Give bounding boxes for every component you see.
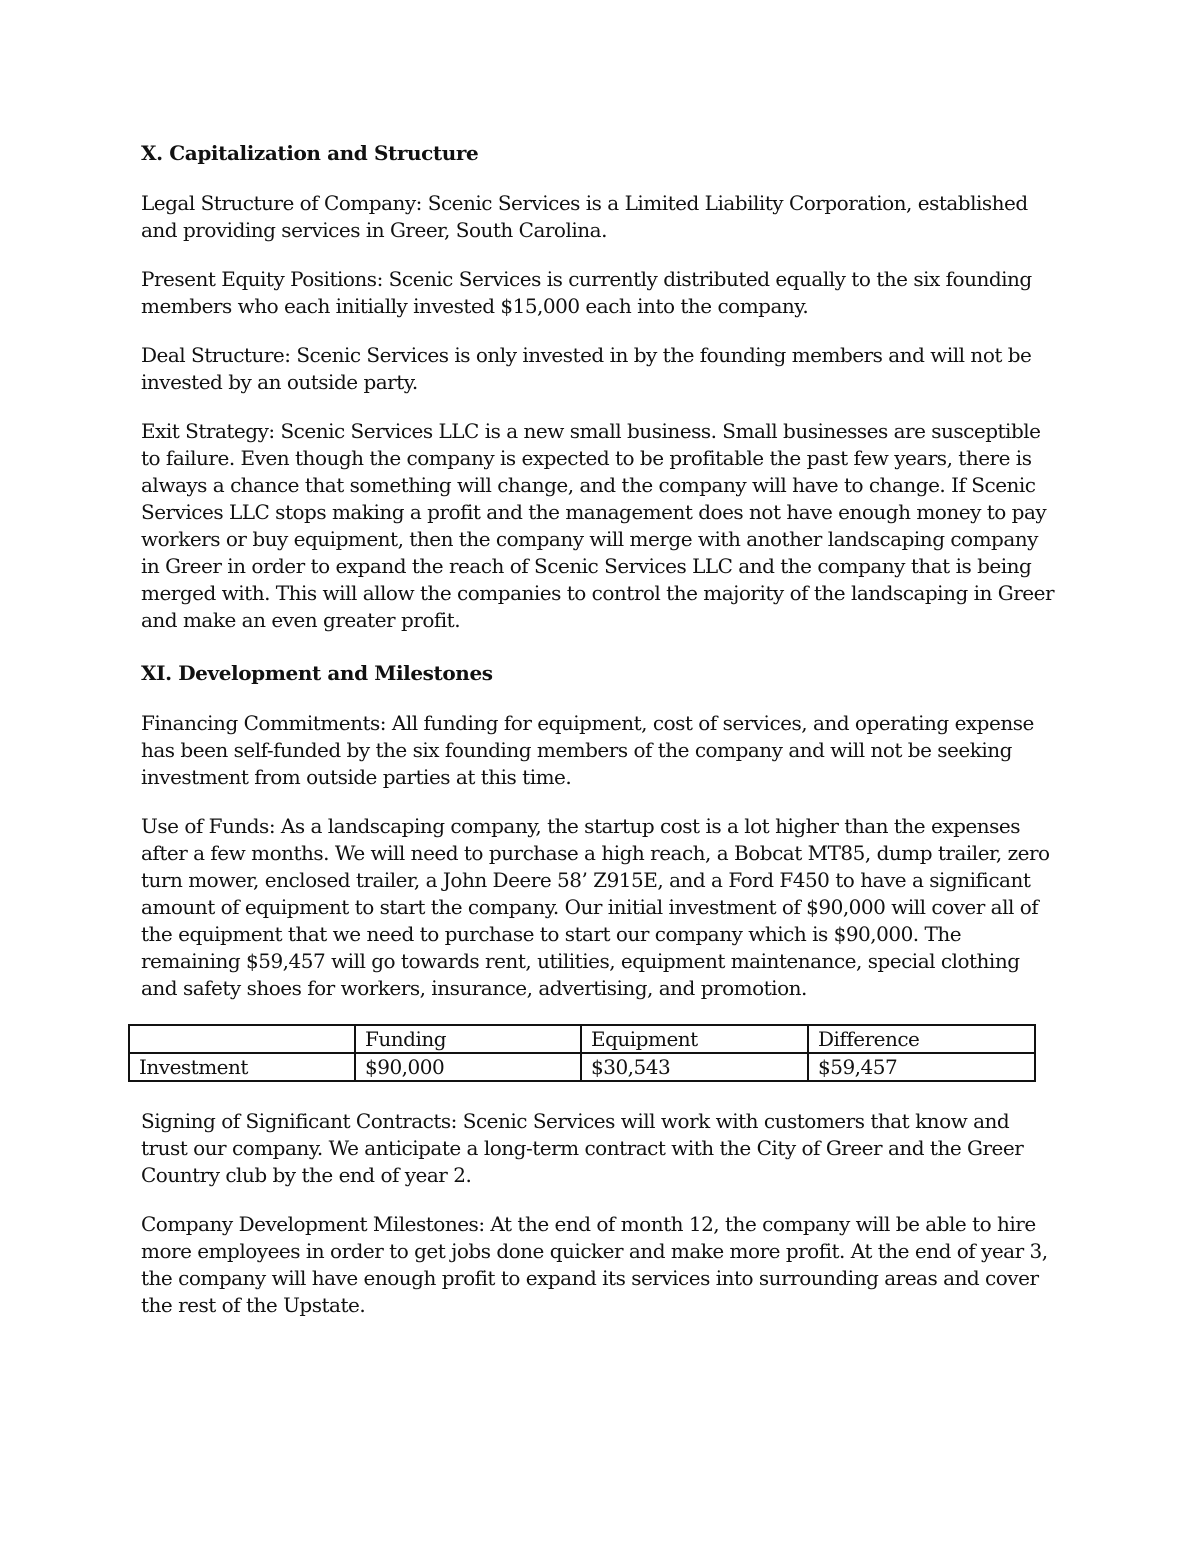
financing-commitments-paragraph: Financing Commitments: All funding for equipment, cost of services, and operating expense has been self-funded by the six founding members of the company and will not be seeking investment from outside parties at this time. (141, 711, 1034, 789)
deal-structure-paragraph: Deal Structure: Scenic Services is only invested in by the founding members and will not be invested by an outside party. (141, 343, 1032, 394)
section-heading-capitalization: X. Capitalization and Structure (141, 141, 479, 165)
table-row (129, 1053, 1035, 1081)
table-header-cell: Difference (808, 1025, 1035, 1053)
funding-table (128, 1024, 1036, 1082)
equity-positions-paragraph: Present Equity Positions: Scenic Services is currently distributed equally to the six founding members who each initially invested $15,000 each into the company. (141, 267, 1032, 318)
table-cell: $59,457 (808, 1053, 1035, 1081)
table-header-cell (129, 1025, 355, 1053)
table-cell: $90,000 (355, 1053, 581, 1081)
table-header-row (129, 1025, 1035, 1053)
table-cell: $30,543 (581, 1053, 808, 1081)
use-of-funds-paragraph: Use of Funds: As a landscaping company, the startup cost is a lot higher than the expenses after a few months. We will need to purchase a high reach, a Bobcat MT85, dump trailer, zero turn mower, enclosed trailer, a John Deere 58’ Z915E, and a Ford F450 to have a significant amount of equipment to start the company. Our initial investment of $90,000 will cover all of the equipment that we need to purchase to start our company which is $90,000. The remaining $59,457 will go towards rent, utilities, equipment maintenance, special clothing and safety shoes for workers, insurance, advertising, and promotion. (141, 814, 1050, 1000)
development-milestones-paragraph: Company Development Milestones: At the end of month 12, the company will be able to hire more employees in order to get jobs done quicker and make more profit. At the end of year 3, the company will have enough profit to expand its services into surrounding areas and cover the rest of the Upstate. (141, 1212, 1048, 1317)
exit-strategy-paragraph: Exit Strategy: Scenic Services LLC is a new small business. Small businesses are susceptible to failure. Even though the company is expected to be profitable the past few years, there is always a chance that something will change, and the company will have to change. If Scenic Services LLC stops making a profit and the management does not have enough money to pay workers or buy equipment, then the company will merge with another landscaping company in Greer in order to expand the reach of Scenic Services LLC and the company that is being merged with. This will allow the companies to control the majority of the landscaping in Greer and make an even greater profit. (141, 419, 1055, 632)
significant-contracts-paragraph: Signing of Significant Contracts: Scenic Services will work with customers that know and trust our company. We anticipate a long-term contract with the City of Greer and the Greer Country club by the end of year 2. (141, 1109, 1024, 1187)
document-page (141, 140, 1061, 1341)
legal-structure-paragraph: Legal Structure of Company: Scenic Services is a Limited Liability Corporation, established and providing services in Greer, South Carolina. (141, 191, 1028, 242)
section-heading-development: XI. Development and Milestones (141, 661, 493, 685)
table-header-cell: Funding (355, 1025, 581, 1053)
table-header-cell: Equipment (581, 1025, 808, 1053)
table-cell: Investment (129, 1053, 355, 1081)
